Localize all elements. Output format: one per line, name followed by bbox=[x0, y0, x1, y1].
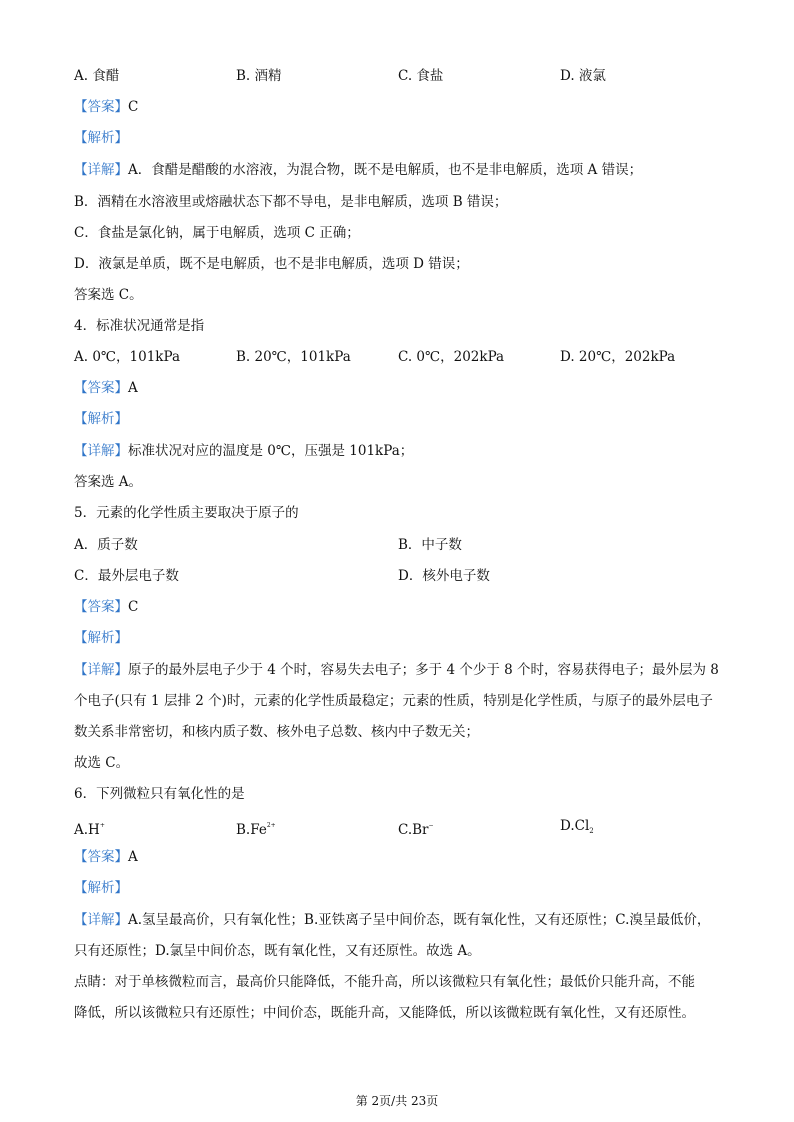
q3-option-b: B. 酒精 bbox=[236, 68, 282, 84]
q3-analysis-tag: 【解析】 bbox=[74, 130, 128, 146]
page-footer: 第 2页/共 23页 bbox=[355, 1094, 439, 1108]
answer-tag: 【答案】 bbox=[74, 99, 128, 115]
formula-charge: + bbox=[99, 822, 105, 829]
formula-charge: − bbox=[428, 822, 434, 829]
q5-option-d: D．核外电子数 bbox=[398, 568, 490, 584]
q5-detail-line bbox=[74, 660, 719, 680]
q6-option-c bbox=[398, 816, 434, 840]
q4-option-b: B. 20℃，101kPa bbox=[236, 349, 351, 365]
q6-stem: 6．下列微粒只有氧化性的是 bbox=[74, 786, 245, 802]
detail-tag: 【详解】 bbox=[74, 912, 128, 928]
q5-detail-line-2: 个电子(只有 1 层排 2 个)时，元素的化学性质最稳定；元素的性质，特别是化学性质，与原子的最外层电子 bbox=[74, 693, 713, 709]
q6-tip-line-2: 降低，所以该微粒只有还原性；中间价态，既能升高，又能降低，所以该微粒既有氧化性，又有还原性。 bbox=[74, 1005, 695, 1021]
formula-subscript: 2 bbox=[589, 827, 594, 835]
q3-detail-line bbox=[74, 160, 642, 180]
detail-tag: 【详解】 bbox=[74, 662, 128, 678]
q5-option-a: A．质子数 bbox=[74, 537, 138, 553]
q4-answer-line bbox=[74, 378, 138, 398]
q6-option-a bbox=[74, 816, 105, 840]
detail-text: 原子的最外层电子少于 4 个时，容易失去电子；多于 4 个少于 8 个时，容易获得电子；最外层为 8 bbox=[128, 662, 719, 678]
option-label: A. bbox=[74, 822, 89, 838]
q3-detail-b: B．酒精在水溶液里或熔融状态下都不导电，是非电解质，选项 B 错误； bbox=[74, 194, 508, 210]
q6-option-b bbox=[236, 816, 276, 840]
q4-option-d: D. 20℃，202kPa bbox=[560, 349, 676, 365]
q6-detail-line bbox=[74, 910, 710, 930]
answer-value: C bbox=[128, 599, 139, 615]
q3-detail-c: C．食盐是氯化钠，属于电解质，选项 C 正确； bbox=[74, 225, 360, 241]
detail-tag: 【详解】 bbox=[74, 162, 128, 178]
q6-detail-line-2: 只有还原性；D.氯呈中间价态，既有氧化性，又有还原性。故选 A。 bbox=[74, 943, 481, 959]
q5-stem: 5．元素的化学性质主要取决于原子的 bbox=[74, 505, 299, 521]
formula-base: Cl bbox=[574, 818, 590, 834]
q5-option-b: B．中子数 bbox=[398, 537, 462, 553]
q5-answer-line bbox=[74, 597, 138, 617]
q5-option-c: C．最外层电子数 bbox=[74, 568, 179, 584]
q6-analysis-tag: 【解析】 bbox=[74, 880, 128, 896]
q4-conclusion: 答案选 A。 bbox=[74, 474, 143, 490]
q4-option-c: C. 0℃，202kPa bbox=[398, 349, 505, 365]
q4-stem: 4．标准状况通常是指 bbox=[74, 318, 205, 334]
answer-tag: 【答案】 bbox=[74, 380, 128, 396]
formula-base: Br bbox=[412, 822, 429, 838]
option-label: B. bbox=[236, 822, 251, 838]
q6-answer-line bbox=[74, 847, 138, 867]
q5-conclusion: 故选 C。 bbox=[74, 755, 130, 771]
formula-base: Fe bbox=[250, 822, 267, 838]
q3-answer-line bbox=[74, 97, 138, 117]
detail-text: 标准状况对应的温度是 0℃，压强是 101kPa； bbox=[128, 443, 414, 459]
q4-option-a: A. 0℃，101kPa bbox=[74, 349, 180, 365]
q4-analysis-tag: 【解析】 bbox=[74, 411, 128, 427]
q3-conclusion: 答案选 C。 bbox=[74, 287, 143, 303]
detail-text: A．食醋是醋酸的水溶液，为混合物，既不是电解质，也不是非电解质，选项 A 错误； bbox=[128, 162, 643, 178]
answer-tag: 【答案】 bbox=[74, 849, 128, 865]
q5-detail-line-3: 数关系非常密切，和核内质子数、核外电子总数、核内中子数无关； bbox=[74, 724, 479, 740]
formula-charge: 2+ bbox=[266, 822, 276, 829]
q6-option-d bbox=[560, 816, 594, 841]
detail-tag: 【详解】 bbox=[74, 443, 128, 459]
q6-tip-line-1: 点睛：对于单核微粒而言，最高价只能降低，不能升高，所以该微粒只有氧化性；最低价只能升高，不能 bbox=[74, 974, 695, 990]
q3-option-c: C. 食盐 bbox=[398, 68, 444, 84]
q3-option-d: D. 液氯 bbox=[560, 68, 606, 84]
answer-tag: 【答案】 bbox=[74, 599, 128, 615]
q3-option-a: A. 食醋 bbox=[74, 68, 120, 84]
formula-base: H bbox=[88, 822, 100, 838]
q4-detail-line bbox=[74, 441, 413, 461]
q5-analysis-tag: 【解析】 bbox=[74, 630, 128, 646]
q3-detail-d: D．液氯是单质，既不是电解质，也不是非电解质，选项 D 错误； bbox=[74, 256, 469, 272]
option-label: C. bbox=[398, 822, 413, 838]
option-label: D. bbox=[560, 818, 575, 834]
answer-value: A bbox=[128, 380, 138, 396]
detail-text: A.氢呈最高价，只有氧化性；B.亚铁离子呈中间价态，既有氧化性，又有还原性；C.溴呈最低价， bbox=[128, 912, 711, 928]
answer-value: C bbox=[128, 99, 139, 115]
answer-value: A bbox=[128, 849, 138, 865]
